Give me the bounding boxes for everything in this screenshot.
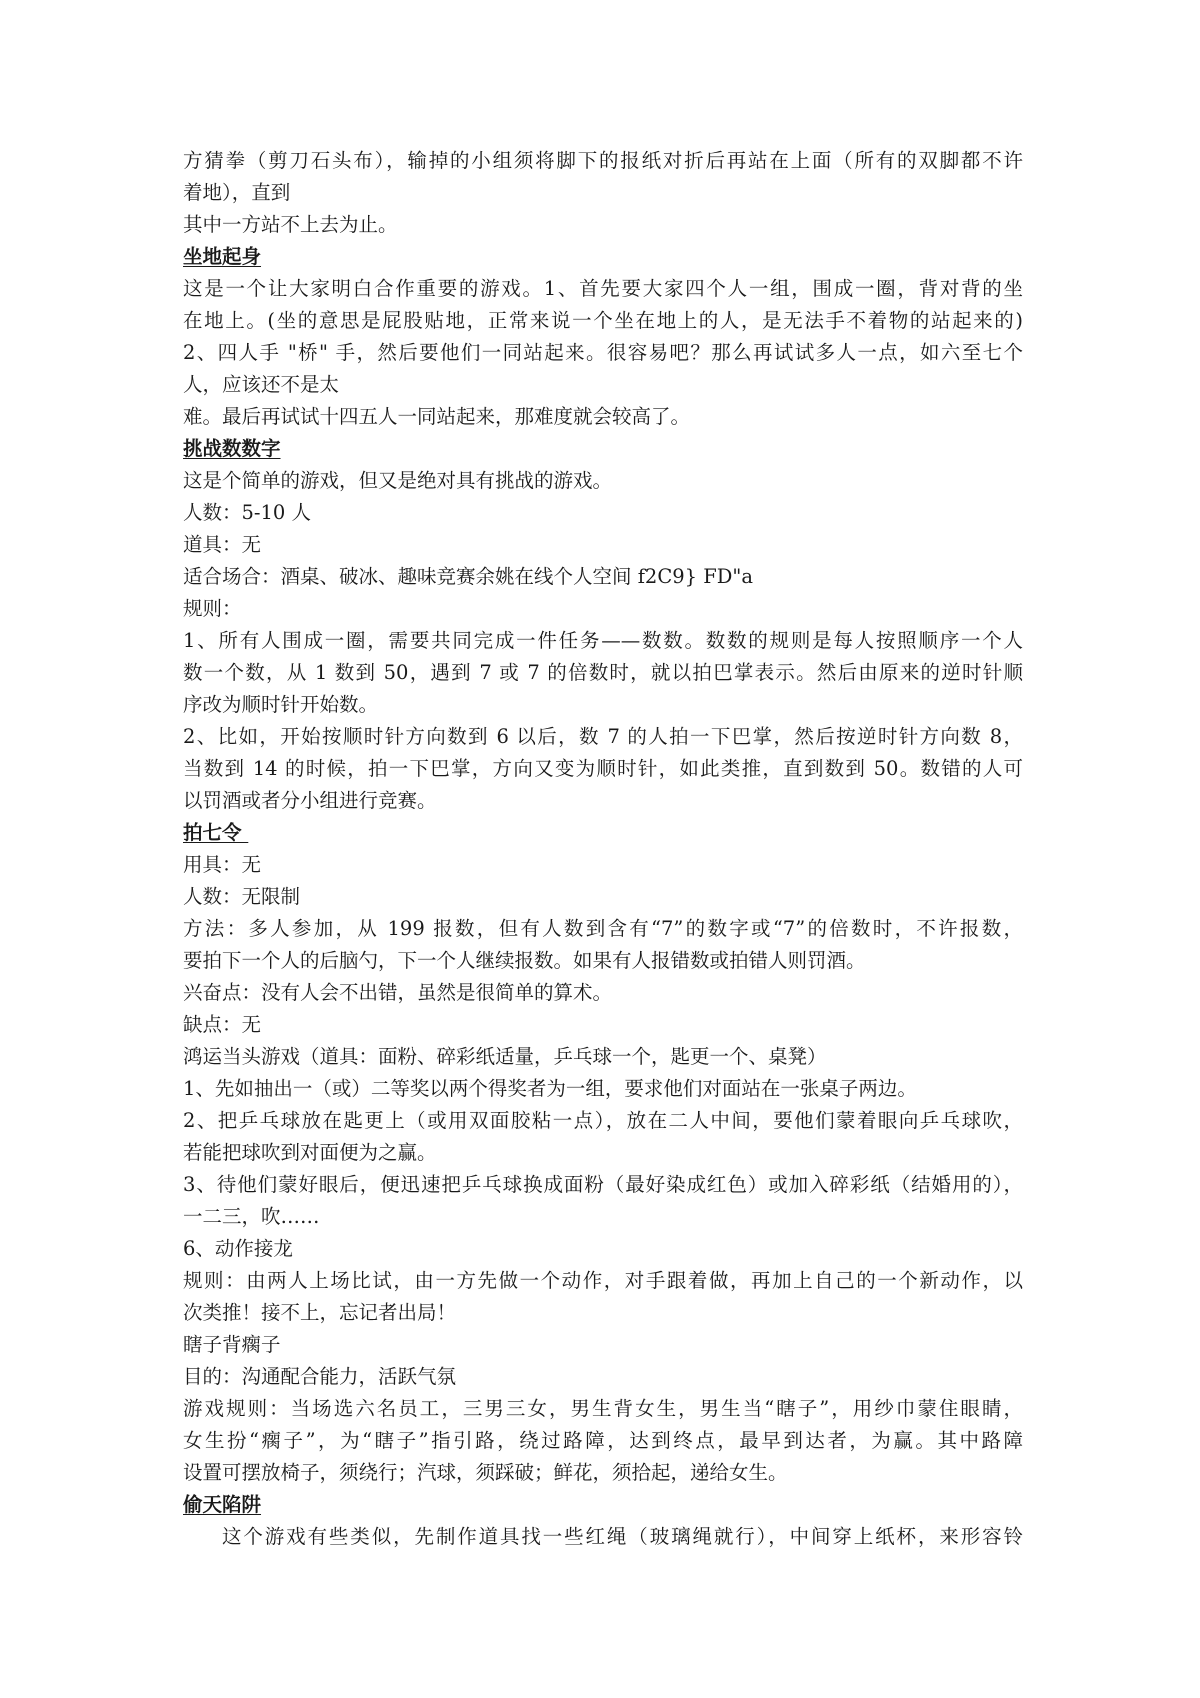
body-text-line: 若能把球吹到对面便为之赢。 [183, 1141, 437, 1164]
section-heading: 拍七令 [183, 821, 249, 844]
body-text-line: 规则： [183, 597, 242, 620]
body-text-line: 这个游戏有些类似，先制作道具找一些红绳（玻璃绳就行），中间穿上纸杯，来形容铃 [222, 1525, 1023, 1548]
body-text-line: 这是一个让大家明白合作重要的游戏。1、首先要大家四个人一组，围成一圈，背对背的坐 [183, 277, 1023, 300]
body-text-line: 难。最后再试试十四五人一同站起来，那难度就会较高了。 [183, 405, 691, 428]
body-text-line: 1、先如抽出一（或）二等奖以两个得奖者为一组，要求他们对面站在一张桌子两边。 [183, 1077, 917, 1100]
body-text-line: 要拍下一个人的后脑勺，下一个人继续报数。如果有人报错数或拍错人则罚酒。 [183, 949, 866, 972]
body-text-line: 3、待他们蒙好眼后，便迅速把乒乓球换成面粉（最好染成红色）或加入碎彩纸（结婚用的）， [183, 1173, 1023, 1196]
body-text-line: 规则：由两人上场比试，由一方先做一个动作，对手跟着做，再加上自己的一个新动作，以 [183, 1269, 1023, 1292]
body-text-line: 以罚酒或者分小组进行竞赛。 [183, 789, 437, 812]
body-text-line: 设置可摆放椅子，须绕行；汽球，须踩破；鲜花，须拾起，递给女生。 [183, 1461, 788, 1484]
body-text-line: 女生扮“瘸子”，为“瞎子”指引路，绕过路障，达到终点，最早到达者，为赢。其中路障 [183, 1429, 1023, 1452]
body-text-line: 2、比如，开始按顺时针方向数到 6 以后，数 7 的人拍一下巴掌，然后按逆时针方向数 8， [183, 725, 1023, 748]
body-text-line: 用具：无 [183, 853, 262, 876]
body-text-line: 一二三，吹…… [183, 1205, 320, 1228]
body-text-line: 道具：无 [183, 533, 262, 556]
body-text-line: 数一个数，从 1 数到 50，遇到 7 或 7 的倍数时，就以拍巴掌表示。然后由原来的逆时针顺 [183, 661, 1023, 684]
body-text-line: 次类推！接不上，忘记者出局！ [183, 1301, 457, 1324]
body-text-line: 2、把乒乓球放在匙更上（或用双面胶粘一点），放在二人中间，要他们蒙着眼向乒乓球吹， [183, 1109, 1023, 1132]
body-text-line: 人数：无限制 [183, 885, 301, 908]
body-text-line: 游戏规则：当场选六名员工，三男三女，男生背女生，男生当“瞎子”，用纱巾蒙住眼睛， [183, 1397, 1023, 1420]
section-heading: 挑战数数字 [183, 437, 281, 460]
section-heading: 坐地起身 [183, 245, 262, 268]
body-text-line: 人，应该还不是太 [183, 373, 340, 396]
body-text-line: 当数到 14 的时候，拍一下巴掌，方向又变为顺时针，如此类推，直到数到 50。数错的人可 [183, 757, 1023, 780]
body-text-line: 人数：5-10 人 [183, 501, 312, 524]
body-text-line: 2、四人手 "桥" 手，然后要他们一同站起来。很容易吧？那么再试试多人一点，如六至七个 [183, 341, 1023, 364]
body-text-line: 适合场合：酒桌、破冰、趣味竞赛余姚在线个人空间 f2C9} FD"a [183, 565, 754, 588]
body-text-line: 瞎子背瘸子 [183, 1333, 281, 1356]
body-text-line: 方法：多人参加，从 199 报数，但有人数到含有“7”的数字或“7”的倍数时，不许报数， [183, 917, 1023, 940]
body-text-line: 鸿运当头游戏（道具：面粉、碎彩纸适量，乒乓球一个，匙更一个、桌凳） [183, 1045, 827, 1068]
body-text-line: 方猜拳（剪刀石头布），输掉的小组须将脚下的报纸对折后再站在上面（所有的双脚都不许 [183, 149, 1023, 172]
body-text-line: 这是个简单的游戏，但又是绝对具有挑战的游戏。 [183, 469, 613, 492]
body-text-line: 目的：沟通配合能力，活跃气氛 [183, 1365, 457, 1388]
body-text-line: 1、所有人围成一圈，需要共同完成一件任务——数数。数数的规则是每人按照顺序一个人 [183, 629, 1023, 652]
body-text-line: 序改为顺时针开始数。 [183, 693, 379, 716]
body-text-line: 兴奋点：没有人会不出错，虽然是很简单的算术。 [183, 981, 613, 1004]
body-text-line: 6、动作接龙 [183, 1237, 293, 1260]
body-text-line: 其中一方站不上去为止。 [183, 213, 398, 236]
document-body [183, 145, 1023, 1553]
body-text-line: 缺点：无 [183, 1013, 262, 1036]
section-heading: 偷天陷阱 [183, 1493, 262, 1516]
body-text-line: 在地上。(坐的意思是屁股贴地，正常来说一个坐在地上的人，是无法手不着物的站起来的) [183, 309, 1023, 332]
body-text-line: 着地），直到 [183, 181, 291, 204]
